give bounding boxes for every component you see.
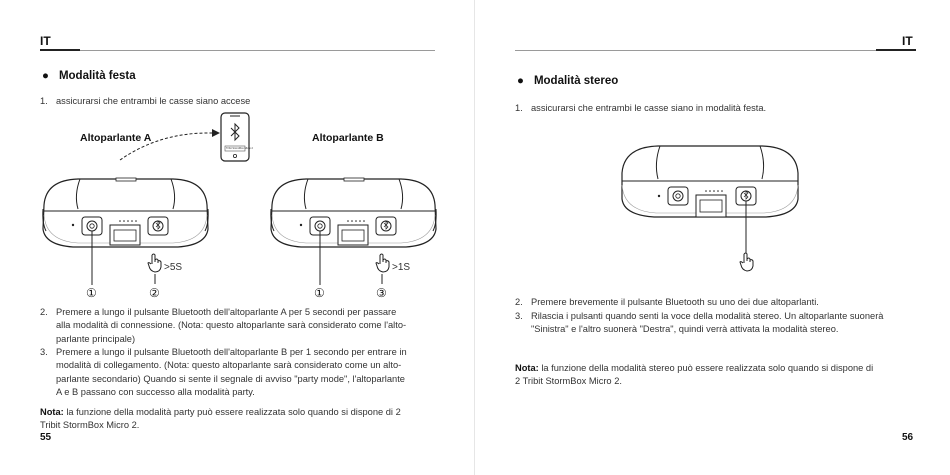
note-text: 2 Tribit StormBox Micro 2. — [515, 376, 622, 387]
step-text-line: modalità di collegamento. (Nota: questo altoparlante sarà considerato come un alto- — [56, 360, 402, 371]
step-number: 3. — [40, 347, 48, 357]
press-duration-b: >1S — [392, 262, 411, 273]
step-text: assicurarsi che entrambi le casse siano in modalità festa. — [531, 103, 767, 113]
section-heading: ● Modalità stereo — [517, 75, 619, 87]
header-rule — [515, 50, 916, 51]
press-duration-a: >5S — [164, 262, 183, 273]
step-text-line: A e B passano con successo alla modalità party. — [56, 386, 255, 397]
step-text-line: parlante principale) — [56, 333, 136, 344]
section-heading: ● Modalità festa — [42, 70, 136, 82]
heading-text: Modalità festa — [58, 70, 136, 82]
note — [515, 362, 935, 389]
step-text: assicurarsi che entrambi le casse siano accese — [56, 96, 251, 106]
step-text-line: parlante secondario) Quando si sente il segnale di avviso "party mode", l'altoparlante — [56, 373, 405, 384]
step-number: 1. — [40, 96, 48, 106]
step-text-line: Rilascia i pulsanti quando senti la voce della modalità stereo. Un altoparlante suonerà — [531, 311, 884, 321]
step-number: 1. — [515, 103, 523, 113]
marker-2: ② — [149, 286, 160, 300]
hand-press-icon — [739, 252, 755, 272]
step-text-line: "Sinistra" e l'altro suonerà "Destra", quindi verrà attivata la modalità stereo. — [531, 324, 839, 335]
step-text: Premere brevemente il pulsante Bluetooth su uno dei due altoparlanti. — [531, 297, 819, 307]
note-text: la funzione della modalità stereo può essere realizzata solo quando si dispone di — [541, 363, 874, 373]
language-label: IT — [902, 34, 913, 48]
marker-1: ① — [86, 286, 97, 300]
step-text-line: Premere a lungo il pulsante Bluetooth dell'altoparlante A per 5 secondi per passare — [56, 307, 397, 317]
note — [40, 406, 460, 433]
speaker — [620, 143, 800, 223]
phone-screen-text: Tribit StormBox Micro 2 — [226, 147, 253, 150]
note-label: Nota: — [515, 363, 539, 373]
step-number: 3. — [515, 311, 523, 321]
step-2 — [515, 296, 935, 310]
step-3 — [515, 310, 935, 338]
note-text: Tribit StormBox Micro 2. — [40, 420, 140, 431]
heading-text: Modalità stereo — [533, 75, 619, 87]
marker-1: ① — [314, 286, 325, 300]
page-number: 55 — [40, 432, 52, 443]
page-number: 56 — [902, 432, 914, 443]
step-number: 2. — [40, 307, 48, 317]
step-2 — [40, 306, 460, 348]
speaker-a-label: Altoparlante A — [80, 132, 152, 144]
note-label: Nota: — [40, 407, 64, 417]
step-1 — [515, 102, 935, 116]
language-label: IT — [40, 34, 51, 48]
marker-3: ③ — [376, 286, 387, 300]
speaker-b-label: Altoparlante B — [312, 132, 384, 144]
step-text-line: alla modalità di connessione. (Nota: questo altoparlante sarà considerato come l'alto- — [56, 320, 407, 331]
step-3 — [40, 346, 460, 402]
step-text-line: Premere a lungo il pulsante Bluetooth dell'altoparlante B per 1 secondo per entrare in — [56, 347, 407, 357]
step-number: 2. — [515, 297, 523, 307]
right-page — [475, 0, 950, 475]
note-text: la funzione della modalità party può essere realizzata solo quando si dispone di 2 — [66, 407, 401, 417]
